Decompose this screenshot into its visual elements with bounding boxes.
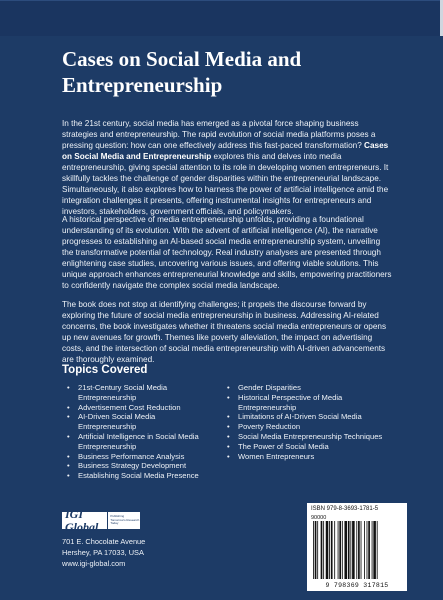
topic-label: Poverty Reduction [238,422,301,432]
publisher-logo [62,506,140,534]
barcode-bar [372,521,373,579]
logo-mark: IGI Global [62,508,108,534]
topic-item [224,393,394,413]
top-band [0,0,443,36]
barcode-bar [323,521,324,579]
topic-item [224,432,394,442]
p1-book-title-bold: Cases on Social Media and Entrepreneurship [62,141,389,161]
topic-label: Artificial Intelligence in Social Media Entrepreneurship [78,431,199,451]
topic-label: Business Strategy Development [78,461,187,471]
topic-item [64,452,214,462]
barcode-bar [348,521,350,579]
bullet-icon: • [67,402,70,412]
description-paragraph-1 [62,118,392,217]
bullet-icon: • [227,441,230,451]
barcode-bar [342,521,343,579]
barcode-bar [326,521,329,579]
topic-label: Establishing Social Media Presence [78,471,199,481]
bullet-icon: • [227,392,230,402]
bullet-icon: • [67,431,70,441]
barcode-bar [329,521,330,579]
barcode-bar [334,521,335,579]
topic-label: Limitations of AI-Driven Social Media [238,412,362,422]
topic-item [64,471,214,481]
logo-tagline: Publishing Tomorrow's Research Today [110,514,140,526]
price-code: 90000 [311,515,327,521]
barcode-bar [368,521,370,579]
isbn-label: ISBN 979-8-3693-1781-5 [311,506,379,512]
barcode-bar [321,521,323,579]
topic-label: Advertisement Cost Reduction [78,402,181,412]
barcode-bar [358,521,360,579]
barcode-graphic [311,521,403,581]
barcode-bar [377,521,378,579]
topic-item [224,383,394,393]
topic-item [64,461,214,471]
barcode-bar [338,521,339,579]
topic-item [224,422,394,432]
topic-label: Historical Perspective of Media Entrepreneurship [238,392,343,412]
topic-label: Women Entrepreneurs [238,451,315,461]
topic-label: Business Performance Analysis [78,451,185,461]
topics-list-right [224,383,394,461]
barcode-bar [350,521,351,579]
bullet-icon: • [67,461,70,471]
topic-label: AI-Driven Social Media Entrepreneurship [78,412,156,432]
topic-label: 21st-Century Social Media Entrepreneurship [78,383,168,402]
topic-item [224,412,394,422]
publisher-website-link[interactable]: www.igi-global.com [62,559,126,568]
barcode-bar [315,521,317,579]
barcode-bar [352,521,355,579]
top-divider [0,0,443,1]
p1-text-end: explores this and delves into media entrepreneurship, giving special attention to its role in developing women entrepreneurs. It skillfully tackles the challenge of gender disparities within the entrepreneurial landscape. Simultaneously, it also explores how to harness the power of artificial intelligence amid the integration challenges it presents, offering instrumental insights for entrepreneurs and investors, stakeholders, government officials, and policymakers. [62,152,389,216]
topics-heading: Topics Covered [62,364,148,376]
description-paragraph-3: The book does not stop at identifying challenges; it propels the discourse forward by exploring the future of social media entrepreneurship in business. Addressing AI-related concerns, the book investigates whether it threatens social media entrepreneurs or opens up new avenues for growth. Themes like poverty alleviation, the impact on advertising costs, and the intersection of social media entrepreneurship with AI-driven advancements are thoroughly examined. [62,300,387,364]
bullet-icon: • [227,422,230,432]
publisher-address [62,536,145,569]
topic-item [64,403,214,413]
bullet-icon: • [67,412,70,422]
bullet-icon: • [227,431,230,441]
barcode-digits: 9 798369 317815 [325,582,389,589]
bullet-icon: • [227,383,230,392]
book-title: Cases on Social Media and Entrepreneurship [62,47,302,97]
p1-text-start: In the 21st century, social media has emerged as a pivotal force shaping business strategies and entrepreneurship. The rapid evolution of social media platforms poses a pressing question: how can one effectively address this fast-paced transformation? [62,119,376,150]
topic-item [64,432,214,452]
bullet-icon: • [67,383,70,392]
topic-label: Social Media Entrepreneurship Techniques [238,431,383,441]
bullet-icon: • [67,451,70,461]
barcode-bar [339,521,341,579]
bullet-icon: • [227,451,230,461]
barcode-bar [344,521,347,579]
bullet-icon: • [67,471,70,481]
description-paragraph-2: A historical perspective of media entrepreneurship unfolds, providing a foundational understanding of its evolution. With the advent of artificial intelligence (AI), the narrative progresses to establishing an AI-based social media entrepreneurship system, unveiling the transformative potential of technology. Real industry analyses are presented through enlightening case studies, uncovering various issues, and offering viable solutions. This unique approach enhances entrepreneurial knowledge and skills, empowering practitioners to confidently navigate the complex social media landscape. [62,215,392,290]
topic-item [64,383,214,403]
barcode-bar [313,521,314,579]
barcode-bar [373,521,376,579]
topics-list-left [64,383,214,481]
barcode-panel [307,503,407,591]
barcode-bar [331,521,333,579]
topic-item [224,442,394,452]
topic-item [224,452,394,462]
barcode-bar [364,521,365,579]
address-line-city: Hershey, PA 17033, USA [62,548,144,557]
topic-label: Gender Disparities [238,383,301,392]
barcode-bar [361,521,362,579]
bullet-icon: • [227,412,230,422]
address-line-street: 701 E. Chocolate Avenue [62,537,146,546]
topic-label: The Power of Social Media [238,441,329,451]
barcode-bar [317,521,318,579]
barcode-bar [367,521,368,579]
barcode-bar [356,521,357,579]
topic-item [64,412,214,432]
